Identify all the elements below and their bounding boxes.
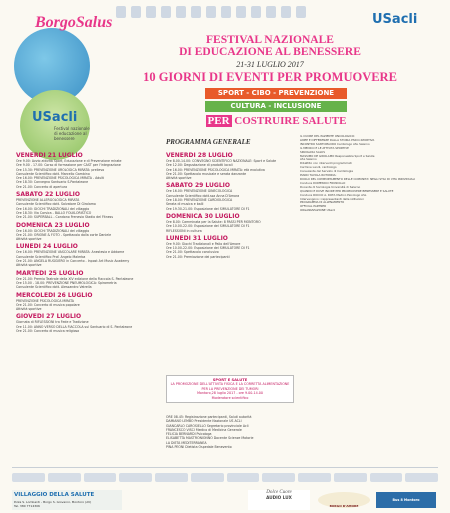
program-item: Ore 18.30: Via Corsica - BALLO FOLKLORISTICO	[16, 210, 92, 215]
sponsor-logo-icon	[116, 6, 126, 18]
theme-band-1: SPORT - CIBO - PREVENZIONE	[205, 88, 347, 99]
program-item: Attività sportive	[16, 307, 42, 312]
program-column-3-line: Carmine Landi, cardiologo	[300, 165, 337, 170]
program-item: Ore 18.00: PREVENZIONE CARDIOLOGICA	[166, 198, 233, 203]
program-item: Ore 11.00: ANNO VERSO DELLA FIACCOLA sul Santuario di S. Pantaleone	[16, 324, 133, 329]
speaker-line: GIANCARLO CAROSIELLO Segretario provinciale Acli	[166, 423, 249, 428]
program-column-3-line: Docente di Sociologia Università di Salerno	[300, 184, 361, 189]
program-item: Consulente Scientifico dott. Marcello Gambino	[16, 171, 90, 176]
program-item: Ore 8.00: Camminata per la Salute: 8 PASSI PER MONTORO	[166, 219, 261, 224]
program-item: PREVENZIONE ALLERGOLOGICA MIRATA	[16, 198, 80, 203]
speaker-line: PINA PEONI Dietista Ospedale Benevento	[166, 445, 232, 450]
program-column-3-line: INCONTRO SANTOMAURO Cardiologo ASL Salerno	[300, 141, 370, 146]
program-column-3-line: Conduce ROCCO A. ROTA Medico Psicologo ASL	[300, 192, 367, 197]
sponsor-logo-icon	[281, 6, 291, 18]
program-item: Ore 21.00: Spettacolo musicale e serata danzante	[166, 171, 247, 176]
program-item: Ore 12.00: Degustazione di prodotti locali	[166, 163, 233, 168]
program-item: Giornata di RIFLESSIONI tra Fede e Tradizione	[16, 320, 89, 325]
program-item: Ore 10.00-22.00: Esposizione del SIMULATORE DI F1	[166, 246, 250, 251]
program-item: Attività sportive	[16, 237, 42, 242]
program-column-3-line: Consulente del Servizio di Cardiologia	[300, 169, 353, 174]
speaker-line: DAMIANO LEMBO Presidente Nazionale US ACLI	[166, 419, 242, 424]
program-column-3-line: RUOLO DEL COMPORTAMENTO DELLE COMUNITA' NEGLI STILI DI VITA INDIVIDUALI	[300, 176, 415, 181]
program-column-3-line: IL CUORE DEL PAZIENTE ONCOLOGICO:	[300, 134, 355, 138]
program-item: Ore 21.00: Spettacolo conclusivo	[166, 250, 219, 255]
sponsor-logo-icon	[12, 473, 45, 482]
program-column-3-line: ORGANIZZAZIONE USacli	[300, 208, 336, 213]
program-item: Ore 9.00 - 17.00: Corso di formazione per CAST per l'integrazione	[16, 163, 121, 168]
borgo-seal-logo	[318, 492, 370, 508]
program-item: Ore 8.00-14.00: CONVEGNO SCIENTIFICO NAZIONALE: Sport e Salute	[166, 159, 277, 163]
speaker-line: ELISABETTA MASTRONIONNO Docente Scienze Motorie	[166, 436, 254, 441]
title-per: PER	[207, 115, 230, 127]
program-item: Serata di musica e balli	[166, 202, 204, 207]
program-item: Ore 9.00: Giochi Tradizionali e Palio dell'Amore	[166, 241, 241, 246]
logo-tagline: Festival nazionale di educazione al benessere	[54, 126, 90, 141]
sponsor-logo-icon	[119, 473, 152, 482]
sponsor-logo-icon	[227, 473, 260, 482]
sponsor-strip	[12, 470, 438, 484]
sponsor-logo-icon	[298, 473, 331, 482]
program-item: Ore 16.00: PREVENZIONE VASCOLARE MIRATA: Anestesia e Addome	[16, 250, 125, 255]
usacli-logo-top: USacli	[372, 12, 418, 27]
sponsor-logo-icon	[191, 473, 224, 482]
box-title: SPORT E SALUTE	[212, 378, 248, 382]
program-item: Ore 21.00: Concerto di apertura	[16, 184, 68, 189]
seal-text: BORGO D'AMORE	[329, 504, 359, 508]
program-column-2	[166, 150, 294, 259]
venue-box	[12, 490, 122, 510]
sponsor-logo-icon	[206, 6, 216, 18]
sponsor-logo-icon	[405, 473, 438, 482]
program-item: Ore 21.00: Concerto di musica religiosa	[16, 329, 80, 334]
program-column-3-line: PROGRAMMA DI ALLENAMENTO	[300, 200, 345, 205]
speakers-list	[166, 415, 294, 449]
sponsor-logo-icon	[262, 473, 295, 482]
program-column-3-line: IL MEDICO E LE ATTIVITA SPORTIVE	[300, 145, 349, 150]
blue-sponsor-logo: Bus 8 Montoro	[376, 492, 436, 508]
title-line-1: FESTIVAL NAZIONALE	[206, 34, 334, 46]
program-day-heading: GIOVEDI 27 LUGLIO	[16, 313, 82, 321]
venue-contact: Tel. 380 7714306	[14, 504, 40, 508]
program-item: Consulente Scientifico dott. Alessandro Vatrella	[16, 285, 92, 290]
program-column-3-line: ASL Salerno	[300, 157, 317, 162]
program-day-heading: SABATO 22 LUGLIO	[16, 191, 80, 199]
program-column-3-line: Conduce DOMENICO FRUNCILLO	[300, 180, 346, 185]
sponsor-logo-icon	[266, 6, 276, 18]
speaker-line: FRANCESCO VISCI Medico di Medicina Generale	[166, 427, 242, 432]
program-item: Ore 15.30: PREVENZIONE UROLOGICA MIRATA: prelievo	[16, 167, 105, 172]
program-item: Consulente Scientifico Prof. Angelo Malerba	[16, 254, 86, 259]
program-column-3-line: PIANO TAVOLA ROTONDA:	[300, 173, 337, 178]
festival-dates: 21-31 LUGLIO 2017	[236, 60, 304, 69]
venue-title: VILLAGGIO DELLA SALUTE	[14, 492, 95, 498]
programma-title: PROGRAMMA GENERALE	[166, 138, 251, 146]
program-item: Ore 16.00: GIOCHI TRADIZIONALI del villaggio	[16, 206, 90, 211]
program-item: Ore 21.00: Premiazione dei partecipanti	[166, 254, 230, 259]
program-item: Ore 16.00: GIOCHI TRADIZIONALI del villaggio	[16, 228, 90, 233]
program-item: Ore 15.00 - 18.00: PREVENZIONE PNEUMOLOGICA: Spirometria	[16, 280, 117, 285]
box-tail: Moderatore scientifico	[211, 395, 249, 400]
program-item: Ore 21.00: Concerto di musica popolare	[16, 302, 80, 307]
program-day-heading: VENERDI 21 LUGLIO	[16, 152, 83, 159]
theme-band-2: CULTURA - INCLUSIONE	[205, 101, 347, 112]
program-day-heading: SABATO 29 LUGLIO	[166, 182, 230, 190]
box-sub: Montoro,28 luglio 2017 - ore 9.00-14.00	[197, 391, 263, 396]
festival-logo-title: BorgoSalus	[35, 14, 113, 31]
speaker-line: ORE 08.45: Registrazione partecipanti, Saluti autorità	[166, 415, 252, 419]
program-column-3-line: SPAVALDIA SALUS	[300, 149, 325, 154]
program-column-3	[300, 135, 434, 213]
program-day-heading: MARTEDI 25 LUGLIO	[16, 269, 84, 277]
program-item: Ore 9.00: Avvio attività Sport, Educazione e di Prevenzione mirate	[16, 159, 122, 163]
program-item: Ore 21.00: Premio Teatrale della XIV edizione della Fiaccola S. Pantaleone	[16, 276, 134, 281]
program-column-3-line: Dibattito con interventi programmati	[300, 161, 352, 166]
dolce-cuore-logo	[248, 490, 310, 510]
usacli-logo-left: USacli	[32, 110, 78, 125]
speaker-line: FELICIA BERNARDI Psicologa	[166, 432, 212, 437]
sponsor-logo-icon	[334, 473, 367, 482]
speaker-line: LA DIETA MEDITERRANEA	[166, 440, 207, 445]
sponsor-logo-icon	[370, 473, 403, 482]
sponsor-logo-icon	[191, 6, 201, 18]
program-day-heading: MERCOLEDI 26 LUGLIO	[16, 291, 93, 299]
program-column-1	[16, 150, 144, 333]
program-item: Ore 21.00: ORIONE & FOTO - Spettacolo dalla corte Daniele	[16, 232, 112, 237]
sponsor-logo-icon	[146, 6, 156, 18]
sponsor-logo-icon	[176, 6, 186, 18]
program-column-3-line: LINEE E DIFFERENZE DALLA STORIA PSICO-SPORTIVA	[300, 137, 375, 142]
program-item: Consulente Scientifico dott. Salvatore Di Girolamo	[16, 202, 96, 207]
program-column-3-line: Intervengono i rappresentanti delle istituzioni	[300, 196, 364, 201]
program-day-heading: DOMENICA 23 LUGLIO	[16, 221, 90, 229]
program-item: Ore 16.00: PREVENZIONE PSICOLOGICA MIRATA: età evolutiva	[166, 167, 265, 172]
program-column-3-line: MASSIMO DE GIROLAMO Responsabile Sport e Salute	[300, 153, 375, 158]
program-day-heading: DOMENICA 30 LUGLIO	[166, 212, 240, 220]
program-item: Ore 18.30: Convegno Santuario S.Pantaleone	[16, 180, 89, 185]
program-item: Attività sportive	[16, 263, 42, 268]
sponsor-logo-icon	[236, 6, 246, 18]
program-day-heading: VENERDI 28 LUGLIO	[166, 152, 233, 159]
dolce-cuore-name: Dolce Cuore	[266, 490, 292, 495]
program-column-3-line: OFFICIAL PARTNER	[300, 204, 327, 209]
sponsor-logo-icon	[131, 6, 141, 18]
title-costruire-salute: COSTRUIRE SALUTE	[234, 115, 347, 127]
program-item: Attività sportive	[166, 176, 192, 181]
sponsor-logo-icon	[155, 473, 188, 482]
audio-lux-name: AUDIO LUX	[266, 495, 292, 500]
sponsor-logo-icon	[84, 473, 117, 482]
program-item: Ore 10.00-22.00: Esposizione del SIMULATORE DI F1	[166, 224, 250, 229]
program-item: Ore 16.00: PREVENZIONE GINECOLOGICA	[166, 189, 233, 194]
program-item: PREVENZIONE PSICOLOGICA MIRATA	[16, 298, 74, 303]
sponsor-logo-icon	[221, 6, 231, 18]
top-sponsor-logos	[116, 6, 306, 18]
footer-divider	[12, 467, 438, 468]
venue-address: P.zza S. Lombardi - Borgo S. Giovanni, Montoro (AV)	[14, 500, 92, 504]
program-item: Consulente Scientifico dott.ssa Anna D'Amora	[166, 193, 240, 198]
program-item: RIFLESSIONI in cultura	[166, 228, 202, 233]
program-item: Ore 21.00: SUPERBALL - Condono Frenesia Stadio del Fitness	[16, 215, 114, 220]
title-line-3: 10 GIORNI DI EVENTI PER PROMUOVERE	[143, 70, 397, 84]
program-item: Ore 19.30-21.00: Esposizione del SIMULATORE DI F1	[166, 206, 250, 211]
sport-salute-box	[166, 375, 294, 403]
box-text: LA PROMOZIONE DELL'ATTIVITA FISICA E LA CORRETTA ALIMENTAZIONE PER LA PREVENZIONE DEI TUMORI	[170, 382, 290, 391]
program-column-3-line: QUANDO E DOVE INCIDE PER PROMUOVERE BENESSERE E SALUTE	[300, 188, 394, 193]
sponsor-logo-icon	[48, 473, 81, 482]
program-day-heading: LUNEDI 31 LUGLIO	[166, 234, 228, 242]
title-line-4	[166, 115, 386, 127]
title-line-2: DI EDUCAZIONE AL BENESSERE	[179, 46, 361, 58]
program-item: Ore 16.00: PREVENZIONE PSICOLOGICA MIRATA - Adulti	[16, 176, 105, 181]
program-item: Ore 21.00: ANGELA RUGGIERO in Concerto - Inpost Art Music Academy	[16, 259, 130, 264]
sponsor-logo-icon	[161, 6, 171, 18]
program-day-heading: LUNEDI 24 LUGLIO	[16, 243, 78, 251]
sponsor-logo-icon	[296, 6, 306, 18]
sponsor-logo-icon	[251, 6, 261, 18]
